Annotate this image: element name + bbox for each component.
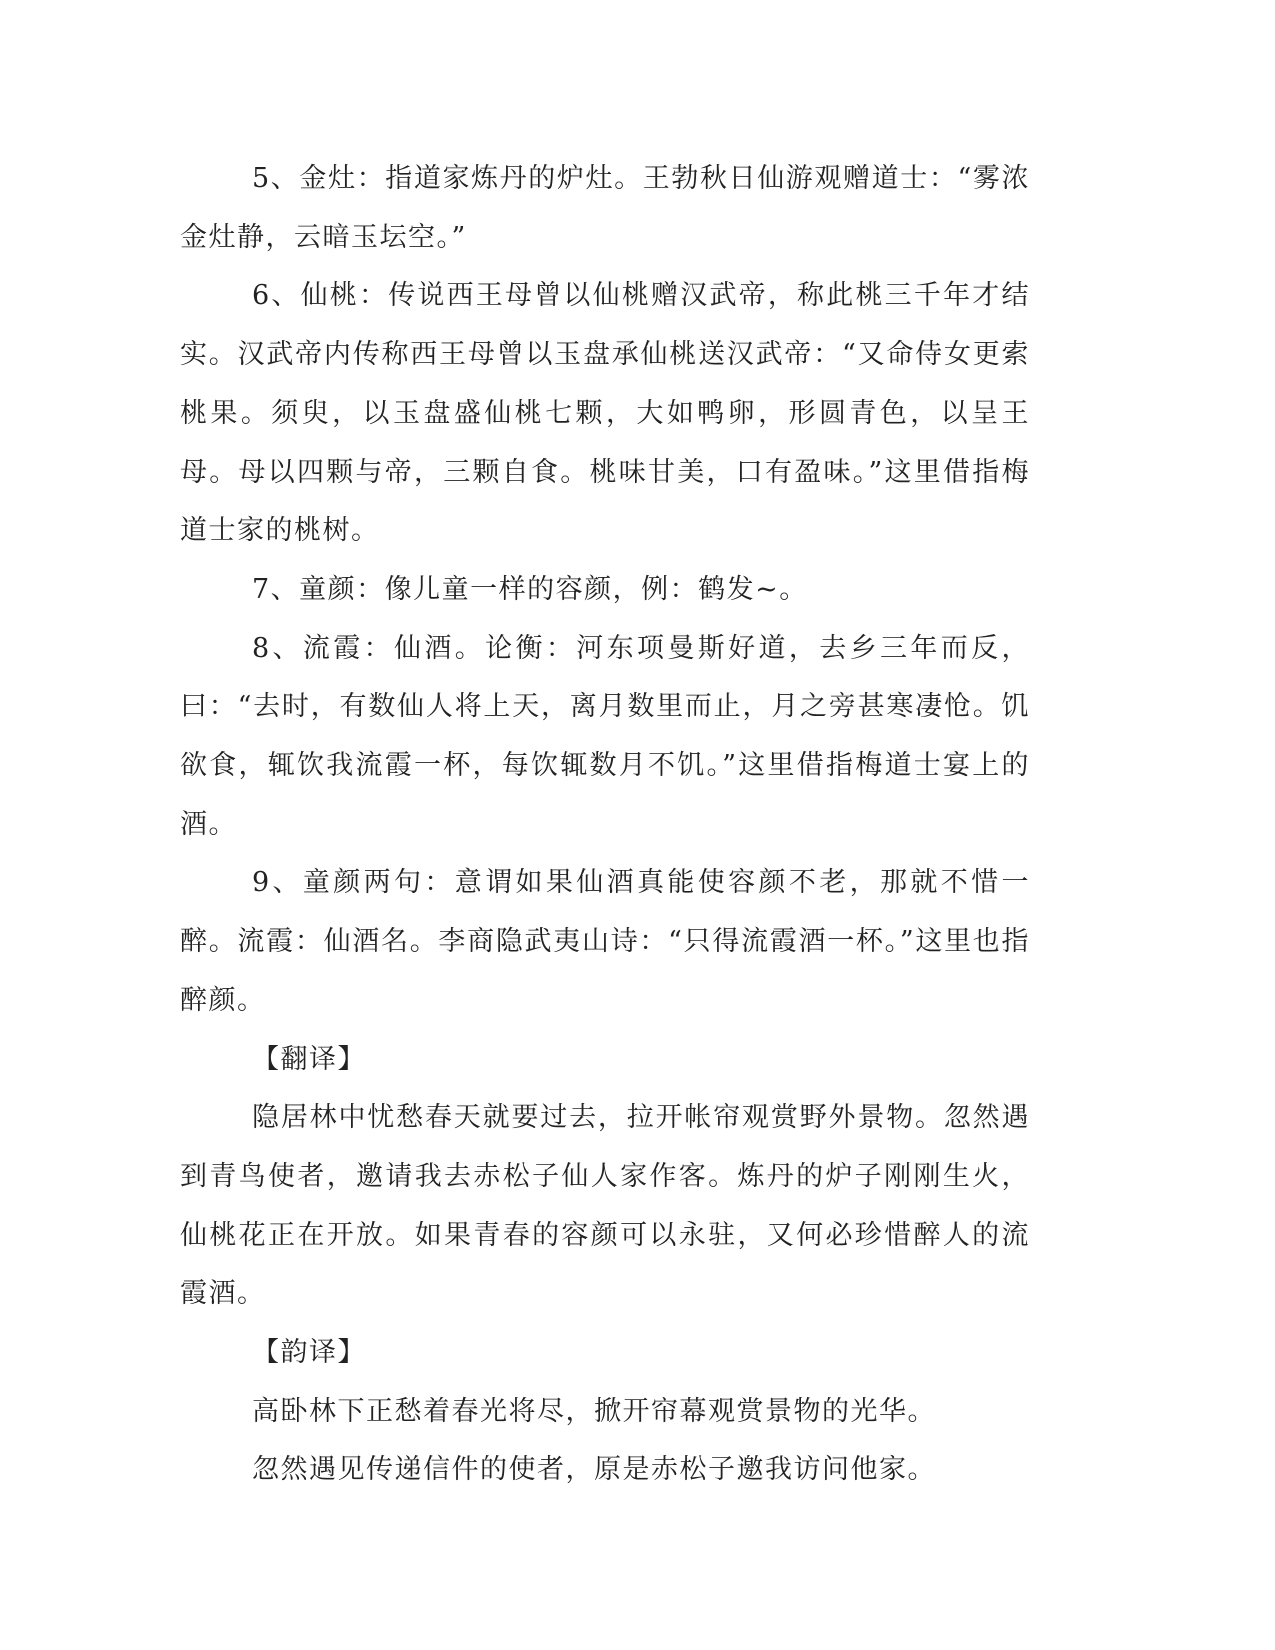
note-8: 8、流霞：仙酒。论衡：河东项曼斯好道，去乡三年而反，曰：“去时，有数仙人将上天，离月数里而止，月之旁甚寒凄怆。饥欲食，辄饮我流霞一杯，每饮辄数月不饥。”这里借指梅道士宴上的酒。 bbox=[180, 632, 1030, 840]
translation-text: 隐居林中忧愁春天就要过去，拉开帐帘观赏野外景物。忽然遇到青鸟使者，邀请我去赤松子仙人家作客。炼丹的炉子刚刚生火，仙桃花正在开放。如果青春的容颜可以永驻，又何必珍惜醉人的流霞酒。 bbox=[180, 1102, 1030, 1310]
translation-heading: 【翻译】 bbox=[252, 1043, 366, 1075]
note-5: 5、金灶：指道家炼丹的炉灶。王勃秋日仙游观赠道士：“雾浓金灶静，云暗玉坛空。” bbox=[180, 163, 1030, 253]
document-body bbox=[180, 150, 1030, 1500]
verse-line-1: 高卧林下正愁着春光将尽，掀开帘幕观赏景物的光华。 bbox=[252, 1395, 936, 1427]
verse-translation-heading: 【韵译】 bbox=[252, 1337, 366, 1369]
note-6: 6、仙桃：传说西王母曾以仙桃赠汉武帝，称此桃三千年才结实。汉武帝内传称西王母曾以玉盘承仙桃送汉武帝：“又命侍女更索桃果。须臾，以玉盘盛仙桃七颗，大如鸭卵，形圆青色，以呈王母。母以四颗与帝，三颗自食。桃味甘美，口有盈味。”这里借指梅道士家的桃树。 bbox=[180, 280, 1030, 547]
verse-line-2: 忽然遇见传递信件的使者，原是赤松子邀我访问他家。 bbox=[252, 1454, 936, 1486]
note-9: 9、童颜两句：意谓如果仙酒真能使容颜不老，那就不惜一醉。流霞：仙酒名。李商隐武夷山诗：“只得流霞酒一杯。”这里也指醉颜。 bbox=[180, 867, 1030, 1016]
note-7: 7、童颜：像儿童一样的容颜，例：鹤发~。 bbox=[252, 573, 808, 605]
